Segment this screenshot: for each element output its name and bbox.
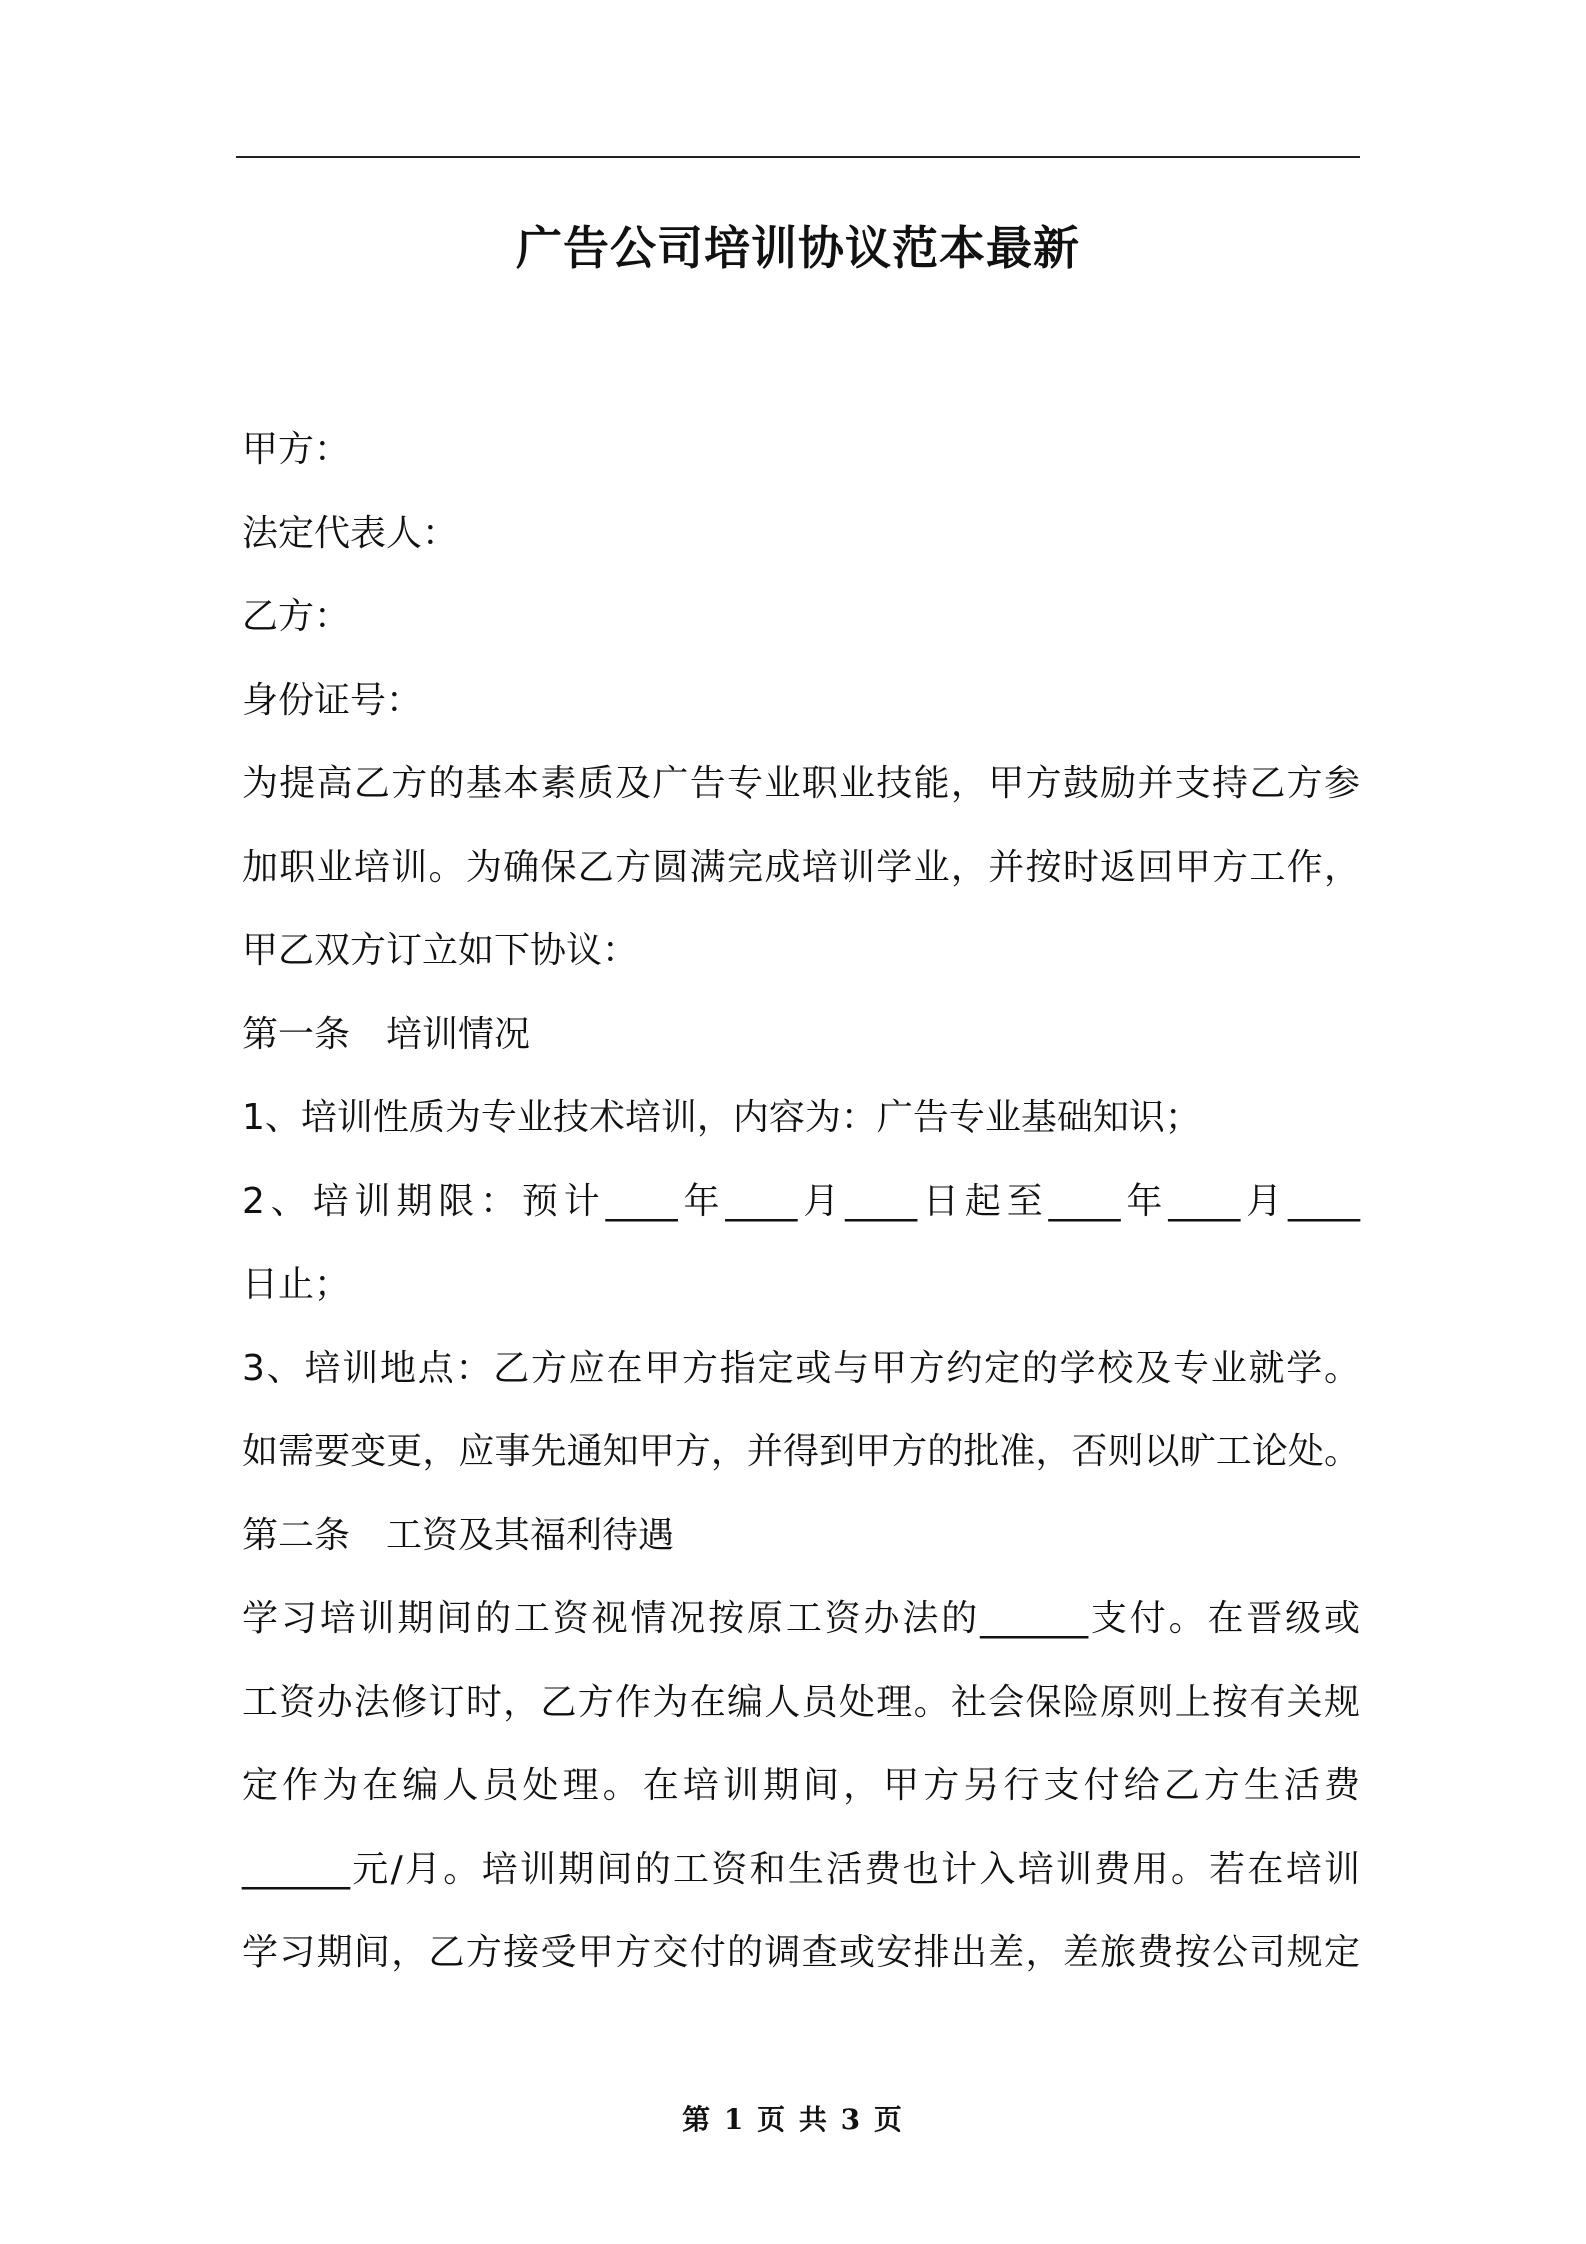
clause-line: 3、培训地点：乙方应在甲方指定或与甲方约定的学校及专业就学。 (242, 1347, 1360, 1389)
document-body (242, 408, 1360, 1995)
paragraph-line: 定作为在编人员处理。在培训期间，甲方另行支付给乙方生活费 (242, 1765, 1360, 1806)
id-number-line: 身份证号： (242, 679, 423, 721)
paragraph-line: 学习期间，乙方接受甲方交付的调查或安排出差，差旅费按公司规定 (242, 1932, 1360, 1973)
page-number-footer: 第 1 页 共 3 页 (682, 2103, 904, 2136)
party-b-line: 乙方： (242, 596, 351, 637)
article-1-heading: 第一条 培训情况 (242, 1013, 531, 1055)
party-a-line: 甲方： (242, 429, 351, 470)
clause-line: 如需要变更，应事先通知甲方，并得到甲方的批准，否则以旷工论处。 (242, 1431, 1360, 1472)
paragraph-line: 甲乙双方订立如下协议： (242, 930, 639, 971)
clause-line: 日止； (242, 1264, 351, 1305)
paragraph-line: 加职业培训。为确保乙方圆满完成培训学业，并按时返回甲方工作， (242, 846, 1360, 888)
document-title: 广告公司培训协议范本最新 (516, 221, 1080, 275)
clause-line: 2、培训期限：预计____年____月____日起至____年____月____ (242, 1180, 1360, 1222)
paragraph-line: 学习培训期间的工资视情况按原工资办法的______支付。在晋级或 (242, 1598, 1360, 1639)
clause-line: 1、培训性质为专业技术培训，内容为：广告专业基础知识； (242, 1097, 1201, 1138)
paragraph-line: 为提高乙方的基本素质及广告专业职业技能，甲方鼓励并支持乙方参 (242, 763, 1360, 804)
article-2-heading: 第二条 工资及其福利待遇 (242, 1514, 675, 1556)
paragraph-line: 工资办法修订时，乙方作为在编人员处理。社会保险原则上按有关规 (242, 1681, 1360, 1723)
legal-representative-line: 法定代表人： (242, 512, 459, 554)
paragraph-line: ______元/月。培训期间的工资和生活费也计入培训费用。若在培训 (242, 1848, 1360, 1890)
header-rule (236, 156, 1360, 158)
